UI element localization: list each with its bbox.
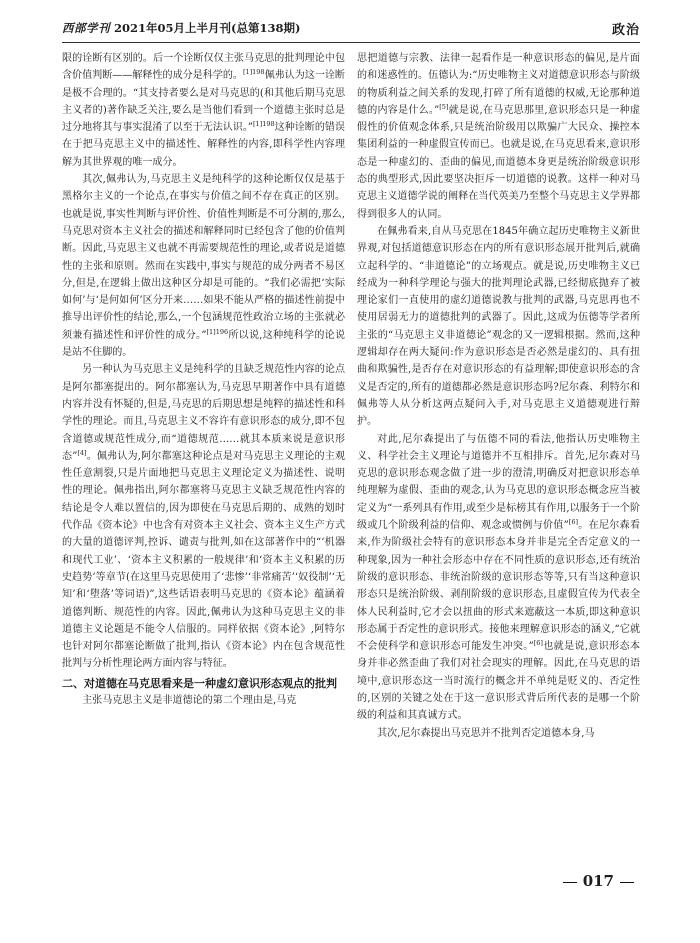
page-number-dash-left xyxy=(563,882,577,883)
citation: [1]198 xyxy=(242,68,265,77)
left-column xyxy=(62,50,345,930)
paragraph: 对此,尼尔森提出了与伍德不同的看法,他指认历史唯物主义、科学社会主义理论与道德并不互相排斥。首先,尼尔森对马克思的意识形态观念做了进一步的澄清,明确反对把意识形态单纯理解为虚假、歪曲的观念,认为马克思的意识形态概念应当被定义为“一系列具有作用,或至少是标榜其有作用,以服务于一个阶级或几个阶级利益的信仰、观念或惯例与价值”[6]。在尼尔森看来,作为阶级社会特有的意识形态本身并非是完全否定意义的一种现象,因为一种社会形态中存在不同性质的意识形态,还有统治阶级的意识形态、非统治阶级的意识形态等等,只有当这种意识形态只是统治阶级、剥削阶级的意识形态,且虚假宣传为代表全体人民利益时,它才会以扭曲的形式来遮蔽这一本质,即这种意识形态属于否定性的意识形式。接他来理解意识形态的涵义,“它就不会使科学和意识形态可能发生冲突。”[6]也就是说,意识形态本身并非必然歪曲了我们对社会现实的理解。因此,在马克思的语境中,意识形态这一当时流行的概念并不单纯是贬义的、否定性的,区别的关键之处在于这一意识形式背后所代表的是哪一个阶级的利益和其真诚方式。 xyxy=(357,433,640,722)
section-label: 政治 xyxy=(611,23,640,38)
right-column xyxy=(357,50,640,855)
journal-masthead xyxy=(62,20,300,36)
paragraph: 另一种认为马克思主义是纯科学的且缺乏规范性内容的论点是阿尔都塞提出的。阿尔都塞认为,马克思早期著作中具有道德内容并没有怀疑的,但是,马克思的后期思想是纯粹的描述性和科学性的理论。而且,马克思主义不容许有意识形态的成分,即不包含道德或规范性成分,而“道德规范……就其本质来说是意识形态”[4]。佩弗认为,阿尔都塞这种论点是对马克思主义理论的主观性任意割裂,只是片面地把马克思主义理论定义为描述性、说明性的理论。佩弗指出,阿尔都塞将马克思主义缺乏规范性内容的结论是令人难以置信的,因为即使在马克思后期的、成熟的划时代作品《资本论》中也含有对资本主义社会、资本主义生产方式的大量的道德评判,控诉、谴责与批判,如在这部著作中的“‘机器和现代工业’、‘资本主义积累的一般规律’和‘资本主义积累的历史趋势’等章节(在这里马克思使用了‘悲惨’‘非常痛苦’‘奴役制’‘无知’和‘堕落’等词语)”,这些话语表明马克思的《资本论》蕴涵着道德判断、规范性的内容。因此,佩弗认为这种马克思主义的非道德主义论题是不能令人信服的。同样依据《资本论》,阿特尔也针对阿尔都塞论断做了批判,指认《资本论》内在包含规范性批判与分析性理论两方面内容与特征。 xyxy=(62,364,345,670)
paragraph: 思把道德与宗教、法律一起看作是一种意识形态的偏见,是片面的和迷惑性的。伍德认为:“历史唯物主义对道德意识形态与阶级的物质利益之间关系的发现,打碎了所有道德的权威,无论那种道德的内容是什么。”[5]就是说,在马克思那里,意识形态只是一种虚假性的价值观念体系,只是统治阶级用以欺骗广大民众、操控本集团利益的一种虚假宣传而已。也就是说,在马克思看来,意识形态是一种虚幻的、歪曲的偏见,而道德本身更是统治阶级意识形态的典型形式,因此要坚决拒斥一切道德的说教。这样一种对马克思主义道德学说的阐释在当代英美乃至整个马克思主义学界都得到很多人的认同。 xyxy=(357,53,640,220)
running-header xyxy=(62,18,640,43)
page-number: 017 xyxy=(557,872,640,890)
citation: [6] xyxy=(568,518,578,527)
paragraph: 限的诠断有区别的。后一个诠断仅仅主张马克思的批判理论中包含价值判断——解释性的成分是科学的。$^{[1]198}$佩弗认为这一诠断是极不合理的。“其支持者要么是对马克思的(和其他后期马克思主义者的)著作缺乏关注,要么是当他们看到一个道德主张时总是过分地将其与事实混淆了以至于无法认识。”$^{[1]198}$这种诠断的错误在于把马克思主义中的描述性、解释性的内容,即科学性内容理解为其世界观的唯一成分。 xyxy=(62,53,345,168)
journal-brand: 西部学刊 xyxy=(62,21,110,35)
issue-info: 2021年05月上半月刊(总第138期) xyxy=(114,21,301,35)
citation: [5] xyxy=(439,102,449,111)
paragraph: 其次,佩弗认为,马克思主义是纯科学的这种论断仅仅是基于黑格尔主义的一个论点,在事实与价值之间不存在真正的区别。也就是说,事实性判断与评价性、价值性判断是不可分割的,那么,马克思对资本主义社会的描述和解释同时已经包含了他的价值判断。因此,马克思主义也就不再需要规范性的理论,或者说是道德性的主张和原则。然而在实践中,事实与规范的成分两者不易区分,但是,在逻辑上做出这种区分却是可能的。“我们必需把‘实际如何’与‘是何如何’区分开来……如果不能从严格的描述性前提中推导出评价性的结论,那么,一个包涵规范性政治立场的主张就必须兼有描述性和评价性的成分。”$^{[1]196}$所以说,这种纯科学的论说是站不住脚的。 xyxy=(62,174,345,359)
paragraph: 主张马克思主义是非道德论的第二个理由是,马克 xyxy=(82,694,297,706)
citation: [1]196 xyxy=(206,327,229,336)
paragraph: 其次,尼尔森提出马克思并不批判否定道德本身,马 xyxy=(377,727,595,739)
citation: [4] xyxy=(77,448,87,457)
citation: [6] xyxy=(533,639,543,648)
citation: [1]198 xyxy=(253,120,275,129)
page-number-dash-right xyxy=(620,882,634,883)
section-heading: 二、对道德在马克思看来是一种虚幻意识形态观点的批判 xyxy=(62,676,337,690)
paragraph: 在佩弗看来,自从马克思在1845年确立起历史唯物主义新世界观,对包括道德意识形态在内的所有意识形态展开批判后,就确立起科学的、“非道德论”的立场观点。就是说,历史唯物主义已经成为一种科学理论与强大的批判理论武器,已经彻底抛弃了被理论家们一直使用的虚幻道德说教与批判的武器,马克思再也不使用居弱无力的道德批判的武器了。因此,这成为伍德等学者所主张的“马克思主义非道德论”观念的又一逻辑根据。然而,这种逻辑却存在两大疑问:作为意识形态是否必然是虚幻的、具有扭曲和欺骗性,是否存在对意识形态的有益理解;即使意识形态的含义是否定的,所有的道德都必然是意识形态吗?尼尔森、利特尔和佩弗等人从分析这两点疑问入手,对马克思主义道德观进行辩护。 xyxy=(357,225,640,428)
